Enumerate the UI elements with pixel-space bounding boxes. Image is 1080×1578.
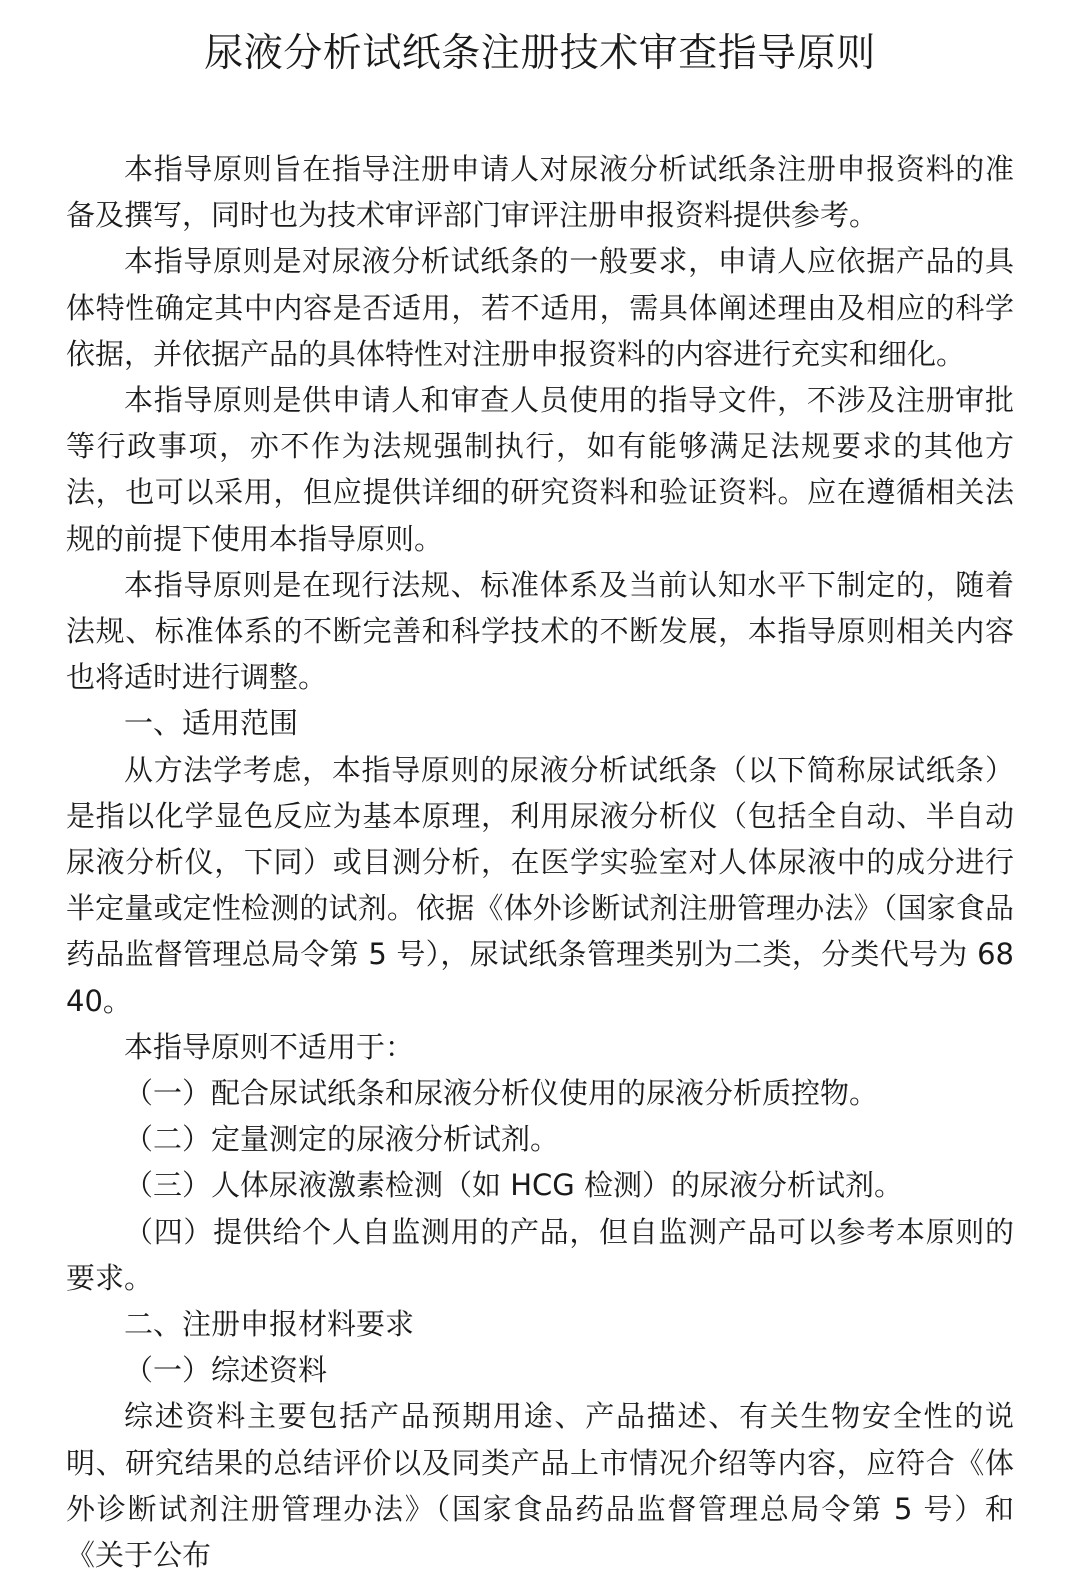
paragraph-summary-content: 综述资料主要包括产品预期用途、产品描述、有关生物安全性的说明、研究结果的总结评价以及同类产品上市情况介绍等内容，应符合《体外诊断试剂注册管理办法》（国家食品药品监督管理总局令第 5 号）和《关于公布 — [66, 1399, 1014, 1573]
paragraph-usage-scope: 本指导原则是供申请人和审查人员使用的指导文件，不涉及注册审批等行政事项，亦不作为法规强制执行，如有能够满足法规要求的其他方法，也可以采用，但应提供详细的研究资料和验证资料。应在遵循相关法规的前提下使用本指导原则。 — [66, 383, 1014, 556]
paragraph-general-requirements: 本指导原则是对尿液分析试纸条的一般要求，申请人应依据产品的具体特性确定其中内容是否适用，若不适用，需具体阐述理由及相应的科学依据，并依据产品的具体特性对注册申报资料的内容进行充实和细化。 — [66, 244, 1014, 371]
list-item-exclusion-3: （三）人体尿液激素检测（如 HCG 检测）的尿液分析试剂。 — [124, 1168, 903, 1203]
list-item-exclusion-2: （二）定量测定的尿液分析试剂。 — [124, 1122, 560, 1157]
section-heading-registration: 二、注册申报材料要求 — [124, 1307, 415, 1342]
list-item-exclusion-4: （四）提供给个人自监测用的产品，但自监测产品可以参考本原则的要求。 — [66, 1214, 1014, 1295]
document-body — [66, 146, 1014, 1578]
paragraph-purpose: 本指导原则旨在指导注册申请人对尿液分析试纸条注册申报资料的准备及撰写，同时也为技术审评部门审评注册申报资料提供参考。 — [66, 152, 1014, 233]
paragraph-revision-note: 本指导原则是在现行法规、标准体系及当前认知水平下制定的，随着法规、标准体系的不断完善和科学技术的不断发展，本指导原则相关内容也将适时进行调整。 — [66, 567, 1014, 695]
subsection-heading-summary: （一）综述资料 — [124, 1353, 328, 1388]
paragraph-methodology: 从方法学考虑，本指导原则的尿液分析试纸条（以下简称尿试纸条）是指以化学显色反应为基本原理，利用尿液分析仪（包括全自动、半自动尿液分析仪，下同）或目测分析，在医学实验室对人体尿液中的成分进行半定量或定性检测的试剂。依据《体外诊断试剂注册管理办法》（国家食品药品监督管理总局令第 5 号），尿试纸条管理类别为二类，分类代号为 6840。 — [66, 752, 1014, 1018]
paragraph-not-applicable-intro: 本指导原则不适用于： — [124, 1029, 415, 1064]
document-title: 尿液分析试纸条注册技术审查指导原则 — [204, 31, 876, 76]
list-item-exclusion-1: （一）配合尿试纸条和尿液分析仪使用的尿液分析质控物。 — [124, 1076, 879, 1111]
section-heading-scope: 一、适用范围 — [124, 706, 299, 741]
